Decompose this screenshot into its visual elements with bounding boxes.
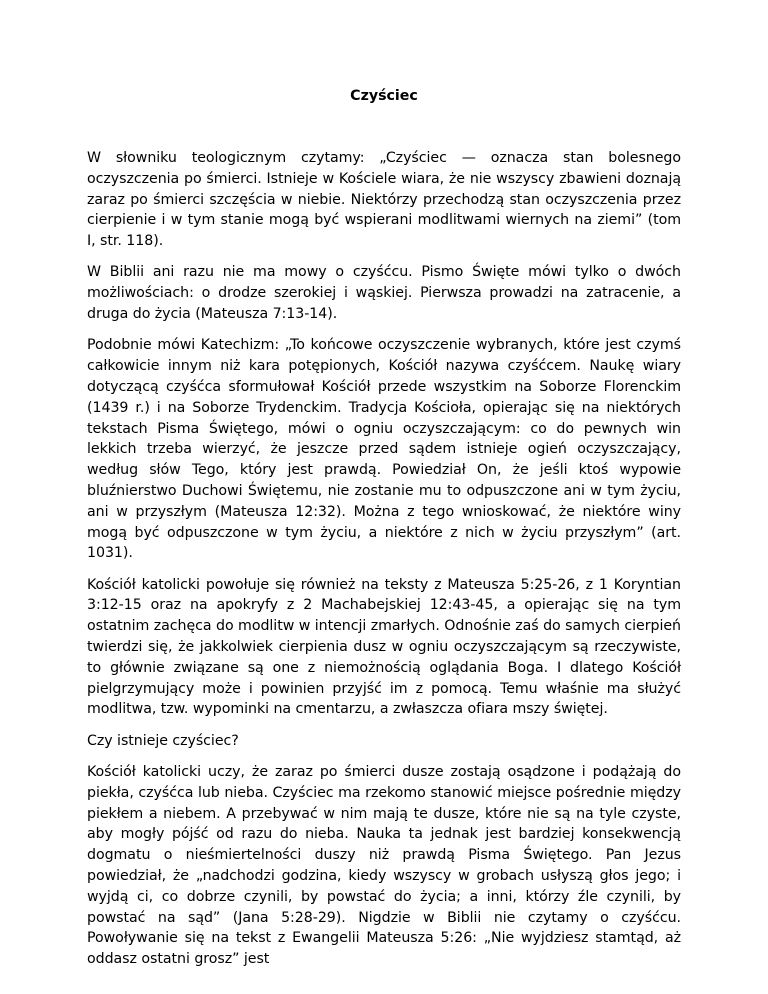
- paragraph-dictionary-definition: W słowniku teologicznym czytamy: „Czyściec — oznacza stan bolesnego oczyszczenia po śmierci. Istnieje w Kościele wiara, że nie wszyscy zbawieni doznają zaraz po śmierci szczęścia w niebie. Niektórzy przechodzą stan oczyszczenia przez cierpienie i w tym stanie mogą być wspierani modlitwami wiernych na ziemi” (tom I, str. 118).: [87, 150, 681, 250]
- section-question-heading: Czy istnieje czyściec?: [87, 732, 239, 749]
- document-body: [87, 148, 681, 980]
- paragraph-church-references: Kościół katolicki powołuje się również na teksty z Mateusza 5:25-26, z 1 Koryntian 3:12-15 oraz na apokryfy z 2 Machabejskiej 12:43-45, a opierając się na tym ostatnim zachęca do modlitw w intencji zmarłych. Odnośnie zaś do samych cierpień twierdzi się, że jakkolwiek cierpienia dusz w ogniu oczyszczającym są rzeczywiste, to głównie związane są one z niemożnością oglądania Boga. I dlatego Kościół pielgrzymujący może i powinien przyjść im z pomocą. Temu właśnie ma służyć modlitwa, tzw. wypominki na cmentarzu, a zwłaszcza ofiara mszy świętej.: [87, 576, 681, 718]
- paragraph-church-teaching: Kościół katolicki uczy, że zaraz po śmierci dusze zostają osądzone i podążają do piekła, czyśćca lub nieba. Czyściec ma rzekomo stanowić miejsce pośrednie między piekłem a niebem. A przebywać w nim mają te dusze, które nie są na tyle czyste, aby mogły pójść od razu do nieba. Nauka ta jednak jest bardziej konsekwencją dogmatu o nieśmiertelności duszy niż prawdą Pisma Świętego. Pan Jezus powiedział, że „nadchodzi godzina, kiedy wszyscy w grobach usłyszą głos jego; i wyjdą ci, co dobrze czynili, by powstać do życia; a inni, którzy źle czynili, by powstać na sąd” (Jana 5:28-29). Nigdzie w Biblii nie czytamy o czyśćcu. Powoływanie się na tekst z Ewangelii Mateusza 5:26: „Nie wyjdziesz stamtąd, aż oddasz ostatni grosz” jest: [87, 764, 681, 968]
- document-title: Czyściec: [350, 88, 418, 104]
- paragraph-catechism: Podobnie mówi Katechizm: „To końcowe oczyszczenie wybranych, które jest czymś całkowicie innym niż kara potępionych, Kościół nazywa czyśćcem. Naukę wiary dotyczącą czyśćca sformułował Kościół przede wszystkim na Soborze Florenckim (1439 r.) i na Soborze Trydenckim. Tradycja Kościoła, opierając się na niektórych tekstach Pisma Świętego, mówi o ogniu oczyszczającym: co do pewnych win lekkich trzeba wierzyć, że jeszcze przed sądem istnieje ogień oczyszczający, według słów Tego, który jest prawdą. Powiedział On, że jeśli ktoś wypowie bluźnierstwo Duchowi Świętemu, nie zostanie mu to odpuszczone ani w tym życiu, ani w przyszłym (Mateusza 12:32). Można z tego wnioskować, że niektóre winy mogą być odpuszczone w tym życiu, a niektóre z nich w życiu przyszłym” (art. 1031).: [87, 337, 681, 562]
- paragraph-bible-no-mention: W Biblii ani razu nie ma mowy o czyśćcu. Pismo Święte mówi tylko o dwóch możliwościach: o drodze szerokiej i wąskiej. Pierwsza prowadzi na zatracenie, a druga do życia (Mateusza 7:13-14).: [87, 264, 681, 323]
